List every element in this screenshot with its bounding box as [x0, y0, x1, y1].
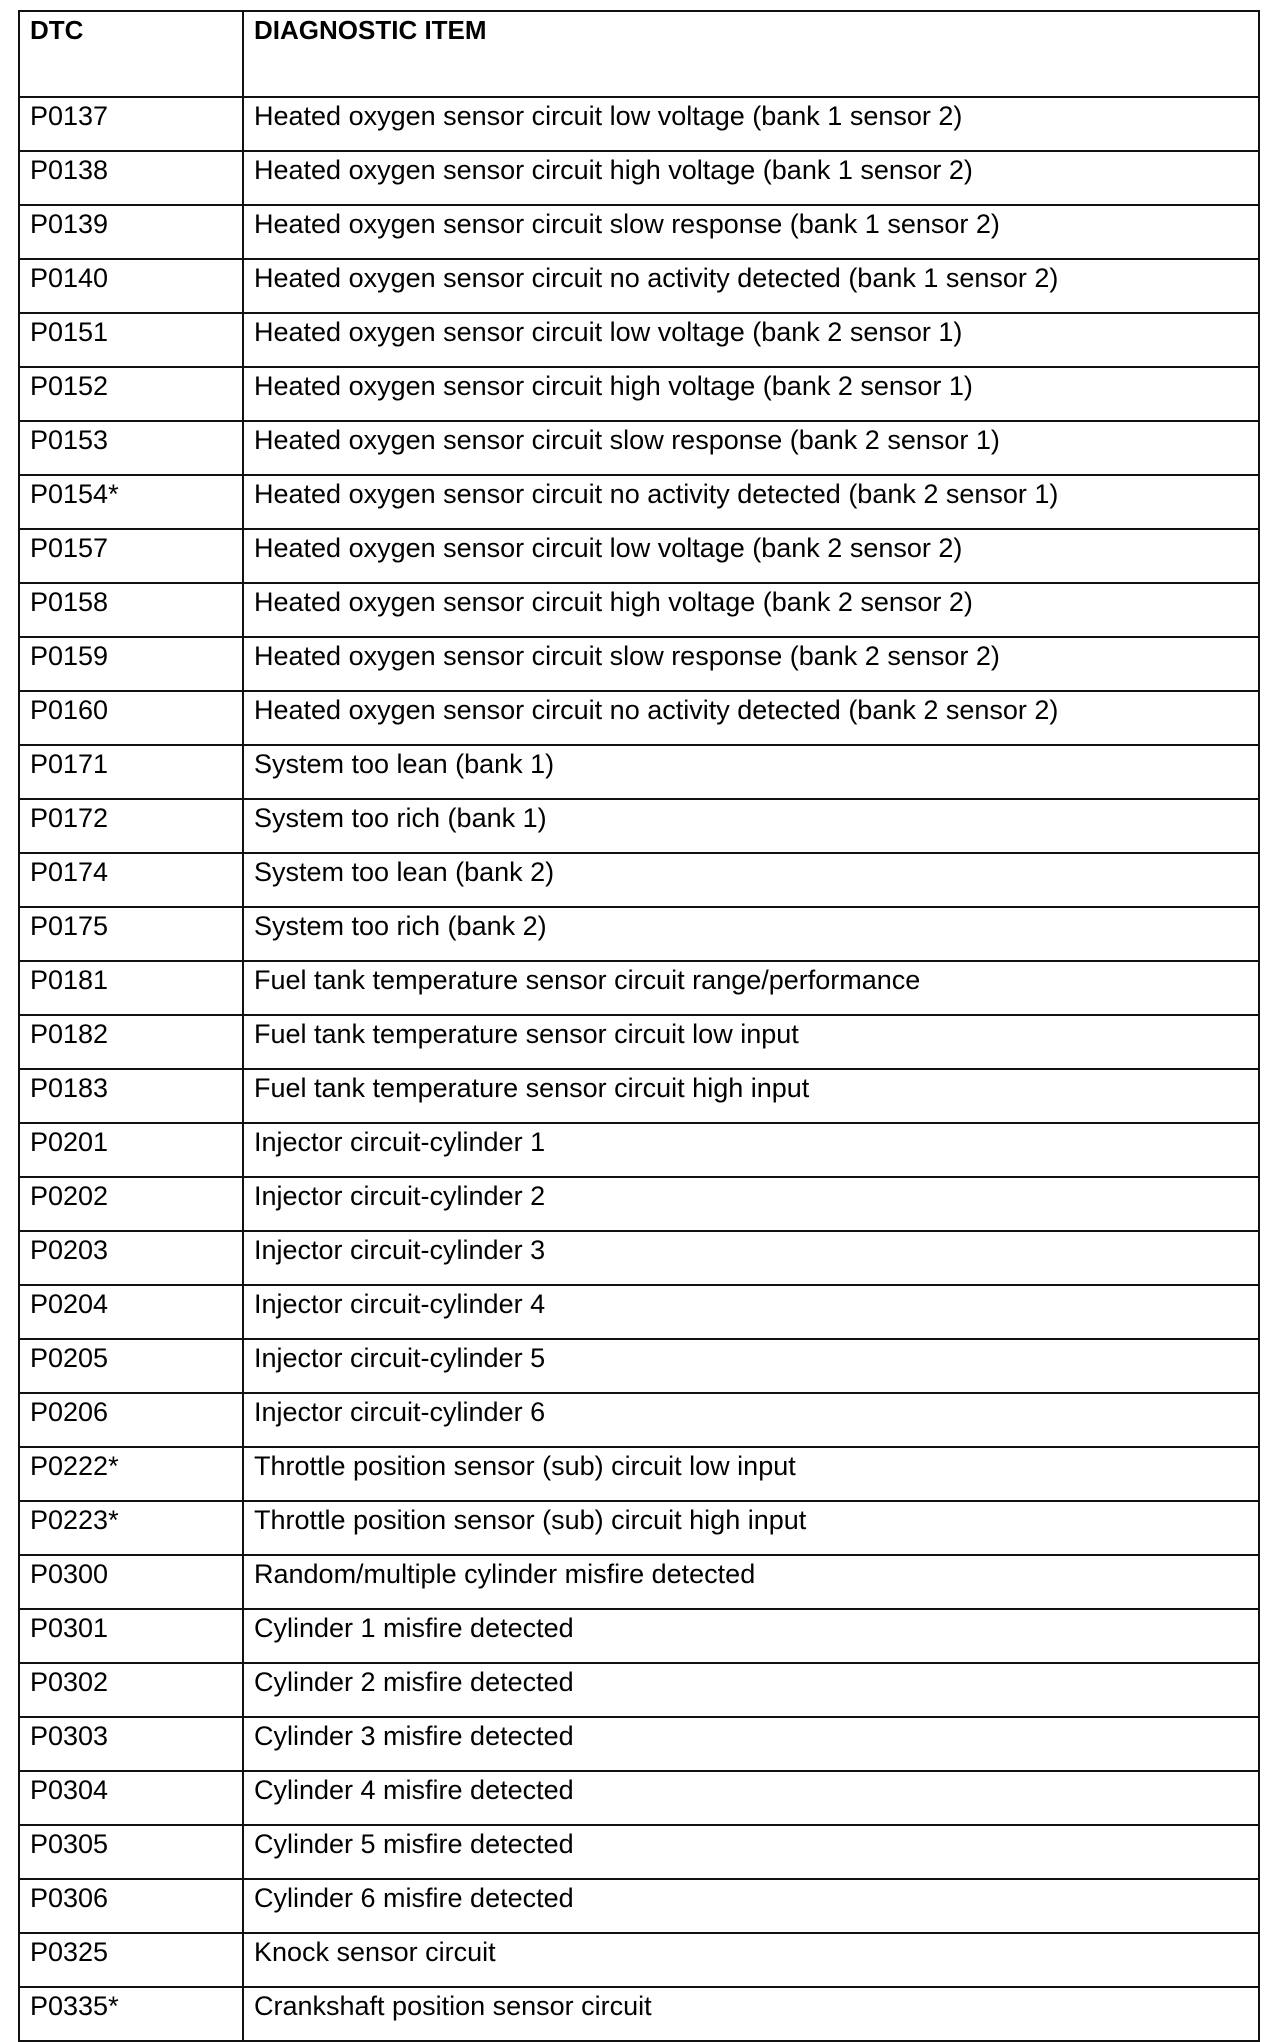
diagnostic-item-cell: Fuel tank temperature sensor circuit low input [243, 1015, 1259, 1069]
table-row [19, 1663, 1259, 1717]
dtc-code-cell: P0205 [19, 1339, 243, 1393]
table-row [19, 259, 1259, 313]
diagnostic-item-cell: Knock sensor circuit [243, 1933, 1259, 1987]
diagnostic-item-cell: System too rich (bank 2) [243, 907, 1259, 961]
dtc-code-cell: P0201 [19, 1123, 243, 1177]
diagnostic-item-cell: Heated oxygen sensor circuit slow response (bank 2 sensor 1) [243, 421, 1259, 475]
table-row [19, 1231, 1259, 1285]
table-row [19, 907, 1259, 961]
dtc-code-cell: P0158 [19, 583, 243, 637]
table-row [19, 1609, 1259, 1663]
table-row [19, 1393, 1259, 1447]
table-row [19, 1717, 1259, 1771]
table-row [19, 1015, 1259, 1069]
dtc-code-cell: P0154* [19, 475, 243, 529]
diagnostic-item-cell: Injector circuit-cylinder 6 [243, 1393, 1259, 1447]
table-row [19, 1771, 1259, 1825]
dtc-code-cell: P0301 [19, 1609, 243, 1663]
table-row [19, 799, 1259, 853]
dtc-code-cell: P0335* [19, 1987, 243, 2041]
table-header [19, 11, 1259, 97]
table-row [19, 475, 1259, 529]
diagnostic-item-cell: Cylinder 4 misfire detected [243, 1771, 1259, 1825]
diagnostic-item-cell: Injector circuit-cylinder 5 [243, 1339, 1259, 1393]
diagnostic-item-cell: Heated oxygen sensor circuit no activity detected (bank 1 sensor 2) [243, 259, 1259, 313]
diagnostic-item-cell: Cylinder 3 misfire detected [243, 1717, 1259, 1771]
header-row [19, 11, 1259, 97]
diagnostic-item-cell: Fuel tank temperature sensor circuit high input [243, 1069, 1259, 1123]
dtc-code-cell: P0183 [19, 1069, 243, 1123]
table-row [19, 97, 1259, 151]
column-header-dtc: DTC [19, 11, 243, 97]
table-row [19, 745, 1259, 799]
diagnostic-item-cell: Cylinder 5 misfire detected [243, 1825, 1259, 1879]
dtc-code-cell: P0153 [19, 421, 243, 475]
table-row [19, 961, 1259, 1015]
diagnostic-item-cell: Throttle position sensor (sub) circuit high input [243, 1501, 1259, 1555]
diagnostic-item-cell: Heated oxygen sensor circuit no activity detected (bank 2 sensor 1) [243, 475, 1259, 529]
diagnostic-item-cell: System too lean (bank 1) [243, 745, 1259, 799]
dtc-code-cell: P0300 [19, 1555, 243, 1609]
diagnostic-item-cell: Heated oxygen sensor circuit low voltage (bank 2 sensor 2) [243, 529, 1259, 583]
column-header-diagnostic-item: DIAGNOSTIC ITEM [243, 11, 1259, 97]
table-row [19, 1933, 1259, 1987]
table-row [19, 421, 1259, 475]
diagnostic-item-cell: Heated oxygen sensor circuit slow response (bank 2 sensor 2) [243, 637, 1259, 691]
table-row [19, 529, 1259, 583]
dtc-code-cell: P0202 [19, 1177, 243, 1231]
diagnostic-item-cell: Heated oxygen sensor circuit high voltage (bank 2 sensor 1) [243, 367, 1259, 421]
dtc-code-cell: P0171 [19, 745, 243, 799]
dtc-code-cell: P0206 [19, 1393, 243, 1447]
table-row [19, 151, 1259, 205]
dtc-code-cell: P0137 [19, 97, 243, 151]
diagnostic-item-cell: Fuel tank temperature sensor circuit range/performance [243, 961, 1259, 1015]
table-row [19, 1879, 1259, 1933]
dtc-code-cell: P0152 [19, 367, 243, 421]
table-row [19, 1069, 1259, 1123]
dtc-code-cell: P0182 [19, 1015, 243, 1069]
table-row [19, 583, 1259, 637]
table-row [19, 1987, 1259, 2041]
table-row [19, 313, 1259, 367]
dtc-code-cell: P0151 [19, 313, 243, 367]
dtc-code-cell: P0305 [19, 1825, 243, 1879]
table-row [19, 205, 1259, 259]
diagnostic-item-cell: Heated oxygen sensor circuit high voltage (bank 2 sensor 2) [243, 583, 1259, 637]
diagnostic-item-cell: Cylinder 1 misfire detected [243, 1609, 1259, 1663]
dtc-code-cell: P0302 [19, 1663, 243, 1717]
table-row [19, 1339, 1259, 1393]
dtc-table [18, 10, 1260, 2042]
dtc-code-cell: P0325 [19, 1933, 243, 1987]
table-row [19, 1825, 1259, 1879]
diagnostic-item-cell: Crankshaft position sensor circuit [243, 1987, 1259, 2041]
table-row [19, 1555, 1259, 1609]
table-body [19, 97, 1259, 2041]
table-row [19, 853, 1259, 907]
dtc-code-cell: P0157 [19, 529, 243, 583]
diagnostic-item-cell: Injector circuit-cylinder 3 [243, 1231, 1259, 1285]
diagnostic-item-cell: Injector circuit-cylinder 2 [243, 1177, 1259, 1231]
dtc-code-cell: P0175 [19, 907, 243, 961]
dtc-code-cell: P0138 [19, 151, 243, 205]
diagnostic-item-cell: Cylinder 2 misfire detected [243, 1663, 1259, 1717]
dtc-code-cell: P0160 [19, 691, 243, 745]
dtc-code-cell: P0140 [19, 259, 243, 313]
table-row [19, 1447, 1259, 1501]
diagnostic-item-cell: System too rich (bank 1) [243, 799, 1259, 853]
diagnostic-item-cell: Heated oxygen sensor circuit high voltage (bank 1 sensor 2) [243, 151, 1259, 205]
dtc-code-cell: P0174 [19, 853, 243, 907]
dtc-code-cell: P0159 [19, 637, 243, 691]
diagnostic-item-cell: Heated oxygen sensor circuit slow response (bank 1 sensor 2) [243, 205, 1259, 259]
table-row [19, 367, 1259, 421]
dtc-code-cell: P0304 [19, 1771, 243, 1825]
table-row [19, 1123, 1259, 1177]
dtc-code-cell: P0139 [19, 205, 243, 259]
table-row [19, 637, 1259, 691]
dtc-code-cell: P0306 [19, 1879, 243, 1933]
diagnostic-item-cell: Injector circuit-cylinder 1 [243, 1123, 1259, 1177]
diagnostic-item-cell: Cylinder 6 misfire detected [243, 1879, 1259, 1933]
table-row [19, 1285, 1259, 1339]
dtc-code-cell: P0181 [19, 961, 243, 1015]
dtc-code-cell: P0204 [19, 1285, 243, 1339]
diagnostic-item-cell: Heated oxygen sensor circuit no activity detected (bank 2 sensor 2) [243, 691, 1259, 745]
dtc-code-cell: P0222* [19, 1447, 243, 1501]
dtc-code-cell: P0203 [19, 1231, 243, 1285]
dtc-code-cell: P0223* [19, 1501, 243, 1555]
table-row [19, 691, 1259, 745]
table-row [19, 1501, 1259, 1555]
diagnostic-item-cell: Throttle position sensor (sub) circuit low input [243, 1447, 1259, 1501]
diagnostic-item-cell: Random/multiple cylinder misfire detected [243, 1555, 1259, 1609]
diagnostic-item-cell: Injector circuit-cylinder 4 [243, 1285, 1259, 1339]
diagnostic-item-cell: System too lean (bank 2) [243, 853, 1259, 907]
dtc-code-cell: P0172 [19, 799, 243, 853]
dtc-code-cell: P0303 [19, 1717, 243, 1771]
diagnostic-item-cell: Heated oxygen sensor circuit low voltage (bank 1 sensor 2) [243, 97, 1259, 151]
table-row [19, 1177, 1259, 1231]
diagnostic-item-cell: Heated oxygen sensor circuit low voltage (bank 2 sensor 1) [243, 313, 1259, 367]
